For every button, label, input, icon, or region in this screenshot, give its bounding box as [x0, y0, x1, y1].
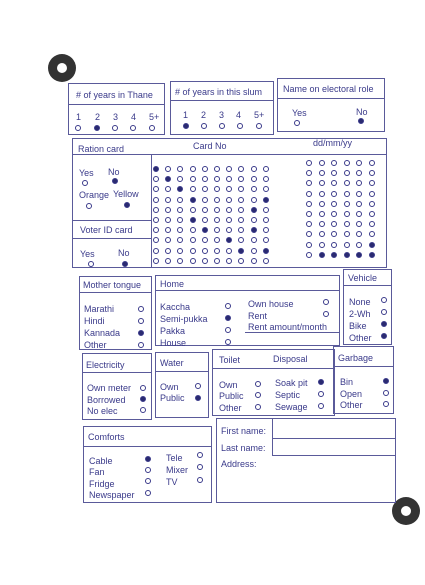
years-slum-bubble-2[interactable]	[201, 123, 207, 129]
date-bubble[interactable]	[319, 191, 325, 197]
card-no-bubble[interactable]	[190, 176, 196, 182]
date-bubble[interactable]	[369, 221, 375, 227]
ration-no: No	[108, 167, 120, 177]
date-bubble[interactable]	[331, 252, 337, 258]
date-bubble[interactable]	[369, 170, 375, 176]
vehicle-bubble-1[interactable]	[381, 297, 387, 303]
date-bubble[interactable]	[319, 231, 325, 237]
date-bubble[interactable]	[369, 231, 375, 237]
electoral-title: Name on electoral role	[283, 84, 374, 94]
card-no-bubble[interactable]	[263, 227, 269, 233]
disposal-opt-3: Sewage	[275, 402, 308, 412]
last-name-label: Last name:	[221, 443, 266, 453]
comforts-cable-bubble[interactable]	[145, 456, 151, 462]
home-type-bubble-2[interactable]	[225, 315, 231, 321]
electricity-bubble-1[interactable]	[140, 385, 146, 391]
home-rent-bubble[interactable]	[323, 311, 329, 317]
date-bubble[interactable]	[369, 160, 375, 166]
years-thane-bubble-5[interactable]	[149, 125, 155, 131]
water-bubble-1[interactable]	[195, 383, 201, 389]
garbage-bubble-3[interactable]	[383, 401, 389, 407]
card-no-bubble[interactable]	[226, 207, 232, 213]
card-no-bubble[interactable]	[263, 166, 269, 172]
years-thane-bubble-3[interactable]	[112, 125, 118, 131]
card-no-bubble[interactable]	[251, 207, 257, 213]
home-type-bubble-4[interactable]	[225, 339, 231, 345]
water-bubble-2[interactable]	[195, 395, 201, 401]
card-no-bubble[interactable]	[190, 248, 196, 254]
date-bubble[interactable]	[306, 160, 312, 166]
vehicle-opt-4: Other	[349, 333, 372, 343]
card-no-bubble[interactable]	[251, 176, 257, 182]
date-bubble[interactable]	[344, 231, 350, 237]
card-no-bubble[interactable]	[214, 207, 220, 213]
date-bubble[interactable]	[369, 252, 375, 258]
comforts-fridge-bubble[interactable]	[145, 478, 151, 484]
card-no-bubble[interactable]	[153, 207, 159, 213]
years-slum-bubble-4[interactable]	[237, 123, 243, 129]
date-bubble[interactable]	[331, 242, 337, 248]
garbage-bubble-2[interactable]	[383, 390, 389, 396]
comforts-title: Comforts	[88, 432, 125, 442]
electoral-no-bubble[interactable]	[358, 118, 364, 124]
card-no-label: Card No	[193, 141, 227, 151]
card-no-bubble[interactable]	[251, 217, 257, 223]
date-bubble[interactable]	[369, 201, 375, 207]
years-thane-bubble-2[interactable]	[94, 125, 100, 131]
home-own-house: Own house	[248, 299, 294, 309]
card-no-bubble[interactable]	[153, 258, 159, 264]
electoral-no: No	[356, 107, 368, 117]
card-no-bubble[interactable]	[202, 166, 208, 172]
date-bubble[interactable]	[331, 191, 337, 197]
toilet-bubble-2[interactable]	[255, 392, 261, 398]
card-no-bubble[interactable]	[202, 197, 208, 203]
card-no-bubble[interactable]	[202, 248, 208, 254]
toilet-bubble-1[interactable]	[255, 381, 261, 387]
date-bubble[interactable]	[356, 160, 362, 166]
date-bubble[interactable]	[344, 180, 350, 186]
vehicle-opt-3: Bike	[349, 321, 367, 331]
card-no-bubble[interactable]	[165, 248, 171, 254]
card-no-bubble[interactable]	[165, 207, 171, 213]
comforts-fan-bubble[interactable]	[145, 467, 151, 473]
mother-tongue-bubble-3[interactable]	[138, 330, 144, 336]
water-opt-2: Public	[160, 393, 185, 403]
date-bubble[interactable]	[344, 201, 350, 207]
garbage-opt-1: Bin	[340, 377, 354, 387]
card-no-bubble[interactable]	[214, 166, 220, 172]
date-label: dd/mm/yy	[313, 138, 353, 148]
punch-hole-bottom	[392, 497, 420, 525]
home-type-bubble-3[interactable]	[225, 327, 231, 333]
date-bubble[interactable]	[356, 242, 362, 248]
card-no-bubble[interactable]	[214, 217, 220, 223]
toilet-title: Toilet	[219, 355, 241, 365]
years-slum-opt-5: 5+	[254, 110, 265, 120]
electricity-title: Electricity	[86, 360, 125, 370]
date-bubble[interactable]	[344, 191, 350, 197]
years-slum-bubble-3[interactable]	[219, 123, 225, 129]
date-bubble[interactable]	[344, 170, 350, 176]
date-bubble[interactable]	[356, 201, 362, 207]
vehicle-bubble-4[interactable]	[381, 333, 387, 339]
electricity-opt-2: Borrowed	[87, 395, 126, 405]
card-no-bubble[interactable]	[165, 258, 171, 264]
electoral-yes: Yes	[292, 108, 307, 118]
ration-yes-bubble[interactable]	[82, 180, 88, 186]
card-no-bubble[interactable]	[263, 207, 269, 213]
card-no-bubble[interactable]	[202, 227, 208, 233]
comforts-fan: Fan	[89, 467, 105, 477]
home-rent-amount: Rent amount/month	[248, 322, 328, 332]
date-bubble[interactable]	[306, 201, 312, 207]
card-no-bubble[interactable]	[251, 258, 257, 264]
date-bubble[interactable]	[344, 252, 350, 258]
comforts-fridge: Fridge	[89, 479, 115, 489]
electricity-bubble-3[interactable]	[140, 407, 146, 413]
card-no-bubble[interactable]	[153, 248, 159, 254]
vehicle-opt-1: None	[349, 297, 371, 307]
mother-tongue-bubble-4[interactable]	[138, 342, 144, 348]
card-no-bubble[interactable]	[263, 176, 269, 182]
date-bubble[interactable]	[369, 180, 375, 186]
garbage-bubble-1[interactable]	[383, 378, 389, 384]
home-type-3: Pakka	[160, 326, 186, 336]
years-thane-bubble-4[interactable]	[130, 125, 136, 131]
garbage-title: Garbage	[338, 353, 374, 363]
date-bubble[interactable]	[356, 211, 362, 217]
card-no-bubble[interactable]	[251, 197, 257, 203]
date-bubble[interactable]	[331, 201, 337, 207]
date-bubble[interactable]	[356, 252, 362, 258]
card-no-bubble[interactable]	[251, 227, 257, 233]
toilet-opt-3: Other	[219, 403, 242, 413]
date-bubble[interactable]	[319, 170, 325, 176]
mother-tongue-bubble-1[interactable]	[138, 306, 144, 312]
toilet-opt-1: Own	[219, 380, 238, 390]
date-bubble[interactable]	[331, 211, 337, 217]
disposal-bubble-2[interactable]	[318, 391, 324, 397]
voter-no-bubble[interactable]	[122, 261, 128, 267]
card-no-bubble[interactable]	[226, 248, 232, 254]
home-rent: Rent	[248, 311, 268, 321]
comforts-tv-bubble[interactable]	[197, 477, 203, 483]
card-no-bubble[interactable]	[226, 197, 232, 203]
card-no-bubble[interactable]	[190, 166, 196, 172]
date-bubble[interactable]	[319, 160, 325, 166]
card-no-bubble[interactable]	[263, 217, 269, 223]
vehicle-title: Vehicle	[348, 273, 378, 283]
card-no-bubble[interactable]	[190, 258, 196, 264]
vehicle-bubble-3[interactable]	[381, 321, 387, 327]
disposal-bubble-1[interactable]	[318, 379, 324, 385]
ration-orange: Orange	[79, 190, 110, 200]
years-slum-bubble-5[interactable]	[256, 123, 262, 129]
punch-hole-top	[48, 54, 76, 82]
date-bubble[interactable]	[306, 252, 312, 258]
card-no-bubble[interactable]	[202, 176, 208, 182]
card-no-bubble[interactable]	[202, 217, 208, 223]
years-thane-title: # of years in Thane	[76, 90, 153, 100]
card-no-bubble[interactable]	[153, 197, 159, 203]
toilet-bubble-3[interactable]	[255, 404, 261, 410]
water-title: Water	[160, 358, 184, 368]
date-bubble[interactable]	[319, 221, 325, 227]
mother-tongue-opt-1: Marathi	[84, 304, 115, 314]
comforts-tele-bubble[interactable]	[197, 452, 203, 458]
years-slum-opt-4: 4	[236, 110, 242, 120]
disposal-title: Disposal	[273, 354, 308, 364]
years-thane-opt-1: 1	[76, 112, 82, 122]
card-no-bubble[interactable]	[226, 258, 232, 264]
comforts-tele: Tele	[166, 453, 183, 463]
date-bubble[interactable]	[331, 160, 337, 166]
ration-no-bubble[interactable]	[112, 178, 118, 184]
comforts-newspaper: Newspaper	[89, 490, 135, 500]
mother-tongue-title: Mother tongue	[83, 280, 142, 290]
card-no-bubble[interactable]	[251, 166, 257, 172]
home-title: Home	[160, 279, 185, 289]
electricity-opt-1: Own meter	[87, 383, 132, 393]
comforts-newspaper-bubble[interactable]	[145, 490, 151, 496]
water-opt-1: Own	[160, 382, 179, 392]
card-no-bubble[interactable]	[153, 217, 159, 223]
years-slum-opt-3: 3	[219, 110, 225, 120]
mother-tongue-opt-3: Kannada	[84, 328, 121, 338]
years-thane-opt-3: 3	[113, 112, 119, 122]
date-bubble[interactable]	[319, 180, 325, 186]
card-no-bubble[interactable]	[214, 248, 220, 254]
years-thane-opt-4: 4	[131, 112, 137, 122]
date-bubble[interactable]	[344, 221, 350, 227]
voter-yes: Yes	[80, 249, 95, 259]
card-no-bubble[interactable]	[190, 227, 196, 233]
date-bubble[interactable]	[319, 201, 325, 207]
card-no-bubble[interactable]	[190, 207, 196, 213]
toilet-opt-2: Public	[219, 391, 244, 401]
date-bubble[interactable]	[369, 191, 375, 197]
first-name-label: First name:	[221, 426, 267, 436]
card-no-bubble[interactable]	[251, 248, 257, 254]
date-bubble[interactable]	[344, 160, 350, 166]
electricity-bubble-2[interactable]	[140, 396, 146, 402]
ration-title: Ration card	[78, 144, 125, 154]
years-slum-title: # of years in this slum	[175, 87, 263, 97]
mother-tongue-opt-4: Other	[84, 340, 107, 350]
ration-yellow: Yellow	[113, 189, 139, 199]
address-field[interactable]	[273, 456, 395, 502]
home-own-house-bubble[interactable]	[323, 299, 329, 305]
years-slum-bubble-1[interactable]	[183, 123, 189, 129]
disposal-opt-1: Soak pit	[275, 378, 308, 388]
years-slum-opt-1: 1	[183, 110, 189, 120]
years-thane-opt-2: 2	[95, 112, 101, 122]
vehicle-opt-2: 2-Wh	[349, 309, 371, 319]
home-type-1: Kaccha	[160, 302, 191, 312]
comforts-mixer: Mixer	[166, 465, 188, 475]
card-no-bubble[interactable]	[263, 258, 269, 264]
date-bubble[interactable]	[319, 211, 325, 217]
voter-yes-bubble[interactable]	[88, 261, 94, 267]
address-label: Address:	[221, 459, 257, 469]
date-bubble[interactable]	[319, 252, 325, 258]
first-name-field[interactable]	[273, 419, 395, 437]
date-bubble[interactable]	[306, 191, 312, 197]
home-type-4: House	[160, 338, 187, 348]
last-name-field[interactable]	[273, 439, 395, 454]
card-no-bubble[interactable]	[214, 258, 220, 264]
card-no-bubble[interactable]	[153, 166, 159, 172]
garbage-opt-3: Other	[340, 400, 363, 410]
date-bubble[interactable]	[369, 242, 375, 248]
date-bubble[interactable]	[306, 211, 312, 217]
home-type-bubble-1[interactable]	[225, 303, 231, 309]
home-type-2: Semi-pukka	[160, 314, 208, 324]
card-no-bubble[interactable]	[202, 258, 208, 264]
years-slum-opt-2: 2	[201, 110, 207, 120]
comforts-cable: Cable	[89, 456, 113, 466]
voter-no: No	[118, 248, 130, 258]
date-bubble[interactable]	[369, 211, 375, 217]
card-no-bubble[interactable]	[190, 217, 196, 223]
disposal-opt-2: Septic	[275, 390, 301, 400]
date-bubble[interactable]	[356, 191, 362, 197]
card-no-bubble[interactable]	[190, 197, 196, 203]
card-no-bubble[interactable]	[165, 197, 171, 203]
ration-yes: Yes	[79, 168, 94, 178]
comforts-mixer-bubble[interactable]	[197, 464, 203, 470]
electoral-yes-bubble[interactable]	[294, 120, 300, 126]
mother-tongue-opt-2: Hindi	[84, 316, 105, 326]
garbage-opt-2: Open	[340, 389, 363, 399]
date-bubble[interactable]	[344, 211, 350, 217]
card-no-bubble[interactable]	[214, 197, 220, 203]
ration-yellow-bubble[interactable]	[124, 202, 130, 208]
electricity-opt-3: No elec	[87, 406, 118, 416]
disposal-bubble-3[interactable]	[318, 403, 324, 409]
voter-title: Voter ID card	[80, 225, 133, 235]
card-no-bubble[interactable]	[263, 197, 269, 203]
ration-orange-bubble[interactable]	[86, 203, 92, 209]
years-thane-opt-5: 5+	[149, 112, 160, 122]
vehicle-bubble-2[interactable]	[381, 309, 387, 315]
comforts-tv: TV	[166, 477, 178, 487]
date-bubble[interactable]	[319, 242, 325, 248]
card-no-bubble[interactable]	[263, 248, 269, 254]
card-no-bubble[interactable]	[202, 207, 208, 213]
mother-tongue-bubble-2[interactable]	[138, 318, 144, 324]
date-bubble[interactable]	[344, 242, 350, 248]
date-bubble[interactable]	[306, 242, 312, 248]
years-thane-bubble-1[interactable]	[75, 125, 81, 131]
